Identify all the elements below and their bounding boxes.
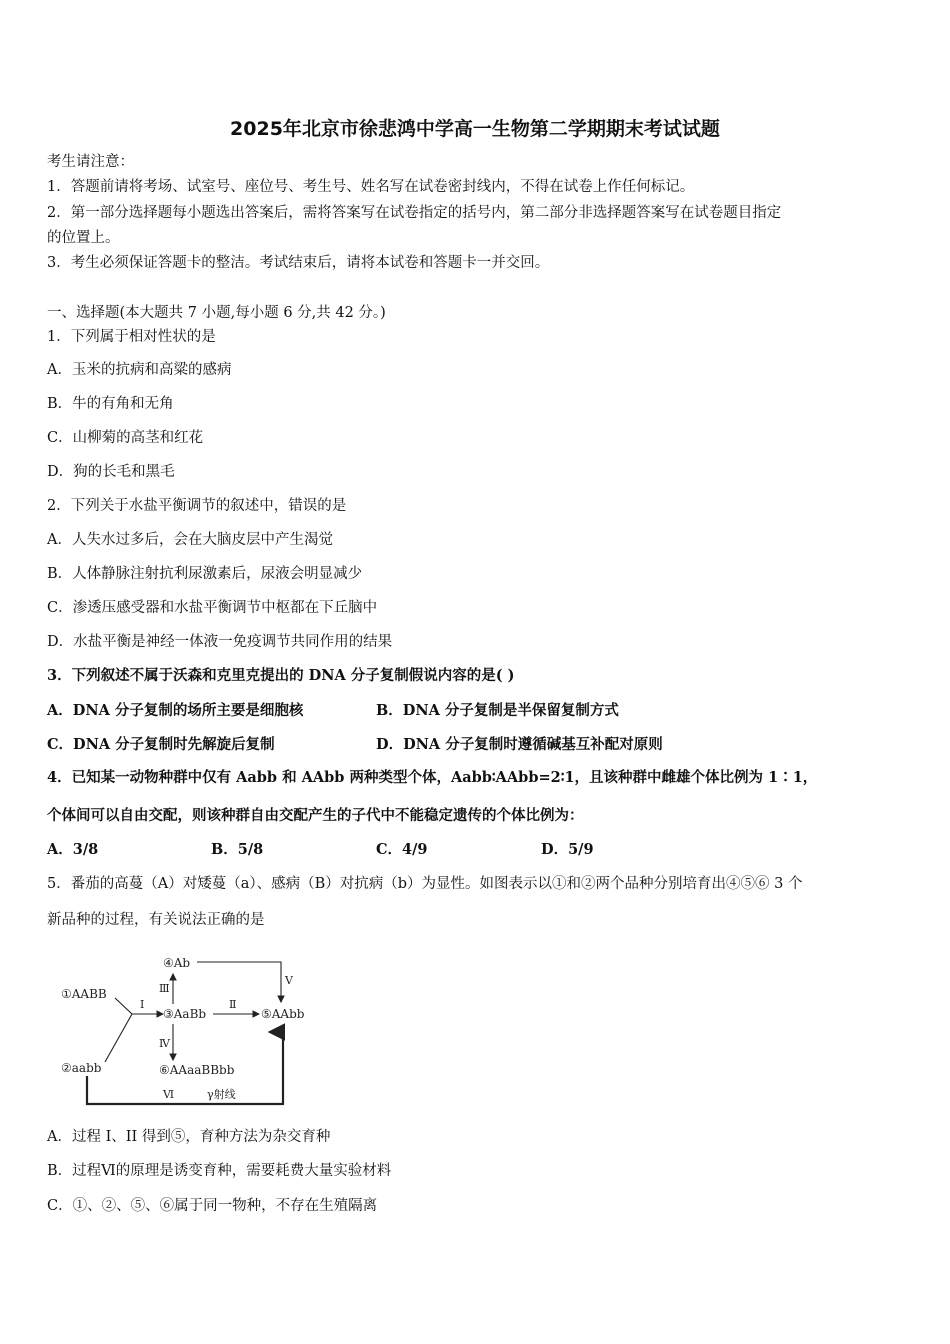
question-1-option-d: D．狗的长毛和黑毛 bbox=[47, 464, 175, 480]
question-4-option-b: B．5/8 bbox=[211, 841, 264, 858]
notice-item-2-cont: 的位置上。 bbox=[47, 230, 120, 246]
edge-V bbox=[197, 962, 281, 1002]
question-4-option-d: D．5/9 bbox=[541, 841, 594, 858]
question-5-option-a: A．过程 I、II 得到⑤，育种方法为杂交育种 bbox=[47, 1129, 331, 1145]
question-3-option-a: A．DNA 分子复制的场所主要是细胞核 bbox=[47, 702, 304, 719]
section-title: 一、选择题(本大题共 7 小题,每小题 6 分,共 42 分。) bbox=[47, 305, 386, 321]
label-V: Ⅴ bbox=[285, 974, 293, 987]
question-3-option-b: B．DNA 分子复制是半保留复制方式 bbox=[376, 702, 619, 719]
question-1-option-b: B．牛的有角和无角 bbox=[47, 396, 174, 412]
page-title: 2025年北京市徐悲鸿中学高一生物第二学期期末考试试题 bbox=[230, 118, 720, 140]
label-VI: Ⅵ bbox=[163, 1088, 175, 1101]
node-3: ③AaBb bbox=[163, 1007, 207, 1021]
node-4: ④Ab bbox=[163, 956, 191, 970]
question-2-stem: 2．下列关于水盐平衡调节的叙述中，错误的是 bbox=[47, 498, 347, 514]
question-1-option-a: A．玉米的抗病和高粱的感病 bbox=[47, 362, 232, 378]
label-II: Ⅱ bbox=[229, 998, 237, 1011]
breeding-diagram bbox=[47, 940, 317, 1118]
question-2-option-c: C．渗透压感受器和水盐平衡调节中枢都在下丘脑中 bbox=[47, 600, 378, 616]
question-2-option-a: A．人失水过多后，会在大脑皮层中产生渴觉 bbox=[47, 532, 333, 548]
node-1: ①AABB bbox=[61, 987, 107, 1001]
question-2-option-b: B．人体静脉注射抗利尿激素后，尿液会明显减少 bbox=[47, 566, 363, 582]
notice-item-2: 2．第一部分选择题每小题选出答案后，需将答案写在试卷指定的括号内，第二部分非选择题答案写在试卷题目指定 bbox=[47, 205, 782, 221]
node-5: ⑤AAbb bbox=[261, 1007, 305, 1021]
node-2: ②aabb bbox=[61, 1061, 102, 1075]
label-I: I bbox=[140, 998, 145, 1011]
label-III: Ⅲ bbox=[159, 982, 170, 995]
notice-heading: 考生请注意： bbox=[47, 154, 134, 170]
question-4-stem-line-2: 个体间可以自由交配，则该种群自由交配产生的子代中不能稳定遗传的个体比例为： bbox=[47, 807, 584, 824]
question-1-stem: 1．下列属于相对性状的是 bbox=[47, 329, 216, 345]
question-4-option-c: C．4/9 bbox=[376, 841, 428, 858]
notice-item-1: 1．答题前请将考场、试室号、座位号、考生号、姓名写在试卷密封线内，不得在试卷上作任何标记。 bbox=[47, 179, 695, 195]
node-6: ⑥AAaaBBbb bbox=[159, 1063, 235, 1077]
question-5-stem-line-2: 新品种的过程，有关说法正确的是 bbox=[47, 912, 265, 928]
question-3-stem: 3．下列叙述不属于沃森和克里克提出的 DNA 分子复制假说内容的是( ) bbox=[47, 667, 515, 684]
question-5-option-c: C．①、②、⑤、⑥属于同一物种，不存在生殖隔离 bbox=[47, 1198, 378, 1214]
edge-VI bbox=[87, 1076, 283, 1104]
question-3-option-d: D．DNA 分子复制时遵循碱基互补配对原则 bbox=[376, 736, 663, 753]
question-2-option-d: D．水盐平衡是神经一体液一免疫调节共同作用的结果 bbox=[47, 634, 393, 650]
label-IV: Ⅳ bbox=[159, 1037, 170, 1050]
edge-1-to-junction bbox=[115, 998, 132, 1014]
question-1-option-c: C．山柳菊的高茎和红花 bbox=[47, 430, 204, 446]
question-5-stem-line-1: 5．番茄的高蔓（A）对矮蔓（a）、感病（B）对抗病（b）为显性。如图表示以①和②两个品种分别培育出④⑤⑥ 3 个 bbox=[47, 876, 803, 892]
question-3-option-c: C．DNA 分子复制时先解旋后复制 bbox=[47, 736, 275, 753]
question-5-option-b: B．过程Ⅵ的原理是诱变育种，需要耗费大量实验材料 bbox=[47, 1163, 392, 1179]
question-4-stem-line-1: 4．已知某一动物种群中仅有 Aabb 和 AAbb 两种类型个体，Aabb∶AAbb=2∶1，且该种群中雌雄个体比例为 1∶1， bbox=[47, 769, 818, 786]
question-4-option-a: A．3/8 bbox=[47, 841, 99, 858]
edge-2-to-junction bbox=[105, 1014, 132, 1062]
notice-item-3: 3．考生必须保证答题卡的整洁。考试结束后，请将本试卷和答题卡一并交回。 bbox=[47, 255, 550, 271]
label-gamma-ray: γ射线 bbox=[207, 1088, 236, 1101]
